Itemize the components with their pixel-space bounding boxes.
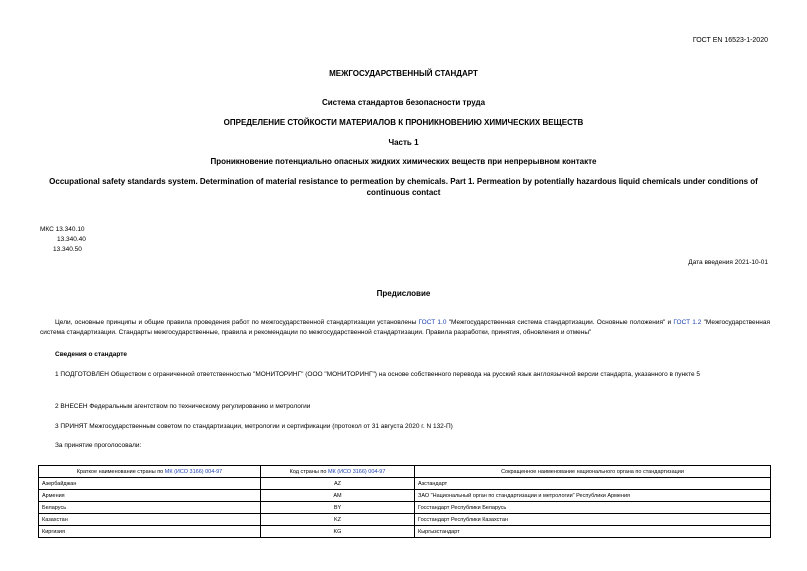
country-cell: Азербайджан bbox=[39, 478, 261, 490]
column-header-code-text: Код страны по bbox=[289, 468, 328, 475]
country-cell: Казахстан bbox=[39, 514, 261, 526]
introduction-date: Дата введения 2021-10-01 bbox=[688, 259, 768, 266]
system-heading: Система стандартов безопасности труда bbox=[321, 98, 486, 107]
code-cell: KZ bbox=[261, 514, 415, 526]
info-heading: Сведения о стандарте bbox=[55, 351, 128, 358]
mks-code-3: 13.340.50 bbox=[53, 246, 82, 253]
mk-iso-3166-link[interactable]: МК (ИСО 3166) 004-97 bbox=[164, 468, 223, 475]
body-cell: Азстандарт bbox=[415, 478, 771, 490]
document-title: ОПРЕДЕЛЕНИЕ СТОЙКОСТИ МАТЕРИАЛОВ К ПРОНИКНОВЕНИЮ ХИМИЧЕСКИХ ВЕЩЕСТВ bbox=[223, 118, 584, 127]
info-item-3 bbox=[40, 422, 770, 432]
gost-1-0-link[interactable]: ГОСТ 1.0 bbox=[418, 319, 447, 326]
voted-for bbox=[40, 441, 770, 451]
countries-table bbox=[38, 465, 771, 538]
info-item-1-text: 1 ПОДГОТОВЛЕН Обществом с ограниченной ответственностью "МОНИТОРИНГ" (ООО "МОНИТОРИНГ") на основе собственного перевода на русский язык англоязычной версии стандарта, указанного в пункте 5 bbox=[55, 371, 701, 378]
column-header-code bbox=[261, 466, 415, 478]
body-cell: Госстандарт Республики Беларусь bbox=[415, 502, 771, 514]
info-item-2-text: 2 ВНЕСЕН Федеральным агентством по техническому регулированию и метрологии bbox=[55, 403, 311, 410]
body-cell: Госстандарт Республики Казахстан bbox=[415, 514, 771, 526]
preface-text-1: Цели, основные принципы и общие правила проведения работ по межгосударственной стандартизации установлены bbox=[55, 319, 419, 326]
document-subtitle: Проникновение потенциально опасных жидких химических веществ при непрерывном контакте bbox=[210, 157, 597, 166]
preface-text-3: "Межгосударственная система стандартизации. Стандарты межгосударственные, правила и рекомендации по межгосударственной стандартизации. Правила разработки, принятия, обновления и отмены" bbox=[40, 319, 770, 336]
country-cell: Киргизия bbox=[39, 526, 261, 538]
preface-text-2: "Межгосударственная система стандартизации. Основные положения" и bbox=[446, 319, 674, 326]
gost-1-2-link[interactable]: ГОСТ 1.2 bbox=[673, 319, 702, 326]
part-heading: Часть 1 bbox=[388, 138, 419, 147]
table-header-row bbox=[39, 466, 771, 478]
country-cell: Беларусь bbox=[39, 502, 261, 514]
body-cell: ЗАО "Национальный орган по стандартизации и метрологии" Республики Армения bbox=[415, 490, 771, 502]
table-row bbox=[39, 478, 771, 490]
standard-type-heading: МЕЖГОСУДАРСТВЕННЫЙ СТАНДАРТ bbox=[329, 69, 478, 78]
column-header-country bbox=[39, 466, 261, 478]
body-cell: Кыргызстандарт bbox=[415, 526, 771, 538]
english-title: Occupational safety standards system. Determination of material resistance to permeation by chemicals. Part 1. Permeation by potentially hazardous liquid chemicals under conditions of continuous contact bbox=[49, 177, 758, 197]
table-row bbox=[39, 502, 771, 514]
document-id: ГОСТ EN 16523-1-2020 bbox=[692, 37, 768, 44]
table-row bbox=[39, 514, 771, 526]
column-header-body: Сокращенное наименование национального органа по стандартизации bbox=[415, 466, 771, 478]
code-cell: KG bbox=[261, 526, 415, 538]
table-row bbox=[39, 526, 771, 538]
mks-code-2: 13.340.40 bbox=[57, 236, 86, 243]
mks-code-1: МКС 13.340.10 bbox=[40, 226, 85, 233]
column-header-country-text: Краткое наименование страны по bbox=[76, 468, 165, 475]
preface-heading: Предисловие bbox=[376, 289, 431, 298]
preface-paragraph bbox=[40, 318, 770, 338]
mk-iso-3166-code-link[interactable]: МК (ИСО 3166) 004-97 bbox=[327, 468, 386, 475]
code-cell: BY bbox=[261, 502, 415, 514]
info-item-1 bbox=[40, 370, 770, 380]
info-item-2 bbox=[40, 402, 770, 412]
code-cell: AZ bbox=[261, 478, 415, 490]
table-row bbox=[39, 490, 771, 502]
code-cell: AM bbox=[261, 490, 415, 502]
country-cell: Армения bbox=[39, 490, 261, 502]
info-item-3-text: 3 ПРИНЯТ Межгосударственным советом по стандартизации, метрологии и сертификации (протокол от 31 августа 2020 г. N 132-П) bbox=[55, 423, 453, 430]
voted-for-text: За принятие проголосовали: bbox=[55, 442, 142, 449]
